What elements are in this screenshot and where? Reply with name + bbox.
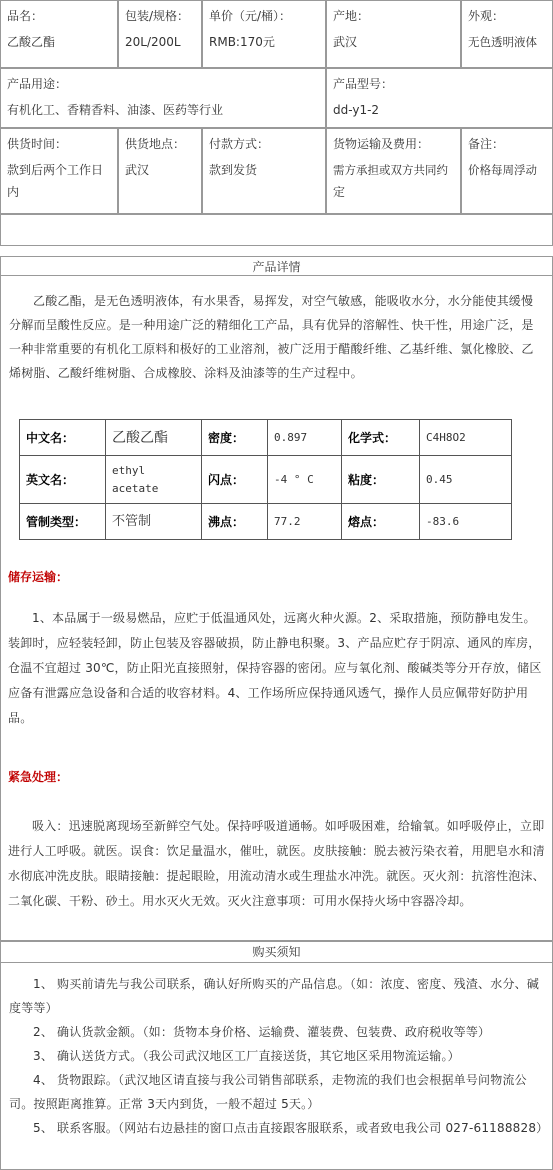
freight-value: 需方承担或双方共同约 [333,163,448,177]
model-label: 产品型号： [333,77,394,91]
melting-point-val: -83.6 [420,504,512,540]
purchase-note-3: 3、 确认送货方式。（我公司武汉地区工厂直接送货，其它地区采用物流运输。） [33,1049,460,1063]
model-value: dd-y1-2 [333,103,380,117]
use-cell [0,68,326,128]
control-val: 不管制 [106,504,202,540]
storage-text: 1、本品属于一级易燃品，应贮于低温通风处，远离火种火源。2、采取措施，预防静电发生。装卸时，应轻装轻卸，防止包装及容器破损，防止静电积聚。3、产品应贮存于阴凉、通风的库房，仓温不宜超过 30℃，防止阳光直接照射，保持容器的密闭。应与氧化剂、酸碱类等分开存放，储区应备有泄露应急设备和合适的收容材料。4、工作场所应保持通风透气，操作人员应佩带好防护用品。 [8,611,542,725]
density-val: 0.897 [268,420,342,456]
name-value: 乙酸乙酯 [7,35,56,49]
flash-point-key: 闪点： [202,456,268,504]
cn-name-key: 中文名： [20,420,106,456]
freight-label: 货物运输及费用： [333,137,430,151]
origin-label: 产地： [333,9,370,23]
formula-val: C4H8O2 [420,420,512,456]
supply-time-cell [0,128,118,214]
use-label: 产品用途： [7,77,68,91]
supply-place-value: 武汉 [125,163,150,177]
details-header: 产品详情 [0,256,553,276]
use-value: 有机化工、香精香料、油漆、医药等行业 [7,103,224,117]
supply-place-label: 供货地点： [125,137,186,151]
payment-value: 款到发货 [209,163,258,177]
remark-cell [461,128,553,214]
price-value: RMB:170元 [209,35,275,49]
package-value: 20L/200L [125,35,181,49]
table-row [20,420,512,456]
name-cell [0,0,118,68]
origin-value: 武汉 [333,35,358,49]
melting-point-key: 熔点： [342,504,420,540]
table-row [20,504,512,540]
emergency-title: 紧急处理： [8,770,69,784]
appearance-label: 外观： [468,9,505,23]
empty-row [0,214,553,246]
purchase-note-4: 4、 货物跟踪。（武汉地区请直接与我公司销售部联系，走物流的我们也会根据单号问物流公司。按照距离推算。正常 3天内到货，一般不超过 5天。） [9,1073,527,1111]
supply-time-value-cont: 内 [7,185,20,199]
price-label: 单价（元/桶）： [209,9,292,23]
en-name-key: 英文名： [20,456,106,504]
purchase-note-5: 5、 联系客服。（网站右边悬挂的窗口点击直接跟客服联系，或者致电我公司 027-61188828） [33,1121,549,1135]
en-name-line-1: ethyl [112,463,146,477]
freight-cell [326,128,461,214]
supply-place-cell [118,128,202,214]
package-cell [118,0,202,68]
control-key: 管制类型： [20,504,106,540]
density-key: 密度： [202,420,268,456]
viscosity-val: 0.45 [420,456,512,504]
boiling-point-val: 77.2 [268,504,342,540]
emergency-text: 吸入：迅速脱离现场至新鲜空气处。保持呼吸道通畅。如呼吸困难，给输氧。如呼吸停止，立即进行人工呼吸。就医。误食：饮足量温水，催吐，就医。皮肤接触：脱去被污染衣着，用肥皂水和清水彻底冲洗皮肤。眼睛接触：提起眼睑，用流动清水或生理盐水冲洗。就医。灭火剂：抗溶性泡沫、二氧化碳、干粉、砂土。用水灭火无效。灭火注意事项：可用水保持火场中容器冷却。 [8,819,545,908]
freight-value-cont: 定 [333,185,346,199]
en-name-line-2: acetate [112,481,159,495]
remark-label: 备注： [468,137,505,151]
storage-title: 储存运输： [8,570,69,584]
price-cell [202,0,326,68]
purchase-note-1: 1、 购买前请先与我公司联系，确认好所购买的产品信息。（如：浓度、密度、残渣、水分、碱度等等） [9,977,540,1015]
appearance-value: 无色透明液体 [468,35,537,49]
payment-label: 付款方式： [209,137,270,151]
boiling-point-key: 沸点： [202,504,268,540]
model-cell [326,68,553,128]
flash-point-val: -4 ° C [268,456,342,504]
appearance-cell [461,0,553,68]
purchase-note-2: 2、 确认货款金额。（如：货物本身价格、运输费、灌装费、包装费、政府税收等等） [33,1025,491,1039]
formula-key: 化学式： [342,420,420,456]
purchase-header: 购买须知 [0,941,553,963]
en-name-val [106,456,202,504]
purchase-body [0,962,553,1170]
package-label: 包装/规格： [125,9,190,23]
remark-value: 价格每周浮动 [468,163,537,177]
payment-cell [202,128,326,214]
spec-table [19,419,512,540]
viscosity-key: 粘度： [342,456,420,504]
intro-paragraph: 乙酸乙酯，是无色透明液体，有水果香，易挥发，对空气敏感，能吸收水分，水分能使其缓慢分解而呈酸性反应。是一种用途广泛的精细化工产品，具有优异的溶解性、快干性，用途广泛，是一种非常重要的有机化工原料和极好的工业溶剂，被广泛用于醋酸纤维、乙基纤维、氯化橡胶、乙烯树脂、乙酸纤维树脂、合成橡胶、涂料及油漆等的生产过程中。 [9,294,534,380]
table-row [20,456,512,504]
name-label: 品名： [7,9,44,23]
supply-time-value: 款到后两个工作日 [7,163,104,177]
cn-name-val: 乙酸乙酯 [106,420,202,456]
supply-time-label: 供货时间： [7,137,68,151]
origin-cell [326,0,461,68]
